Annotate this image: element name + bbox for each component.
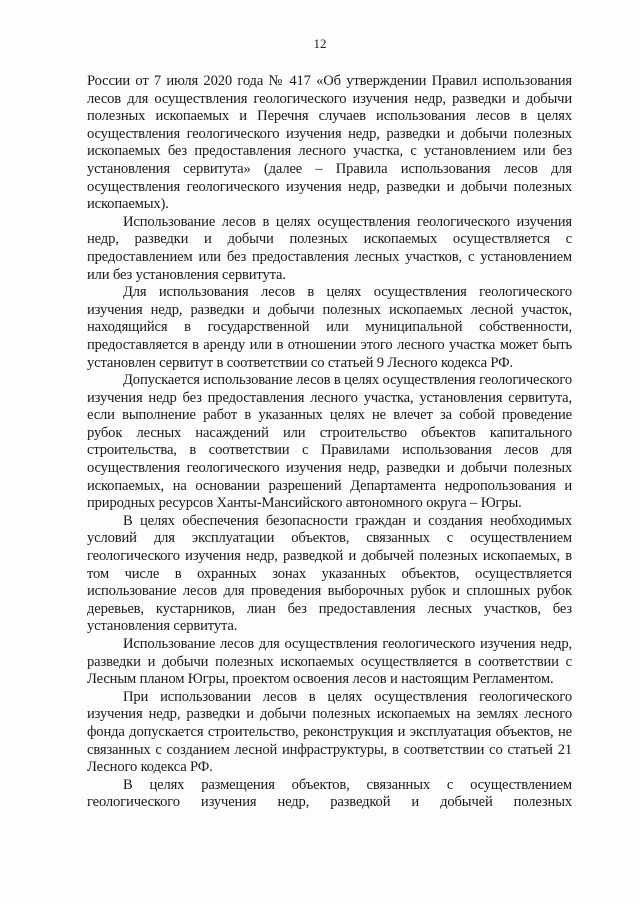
document-body xyxy=(87,73,572,812)
paragraph-continuation: России от 7 июля 2020 года № 417 «Об утверждении Правил использования лесов для осуществления геологического изучения недр, разведки и добычи полезных ископаемых и Перечня случаев использования лесов в целях осуществления геологического изучения недр, разведки и добычи полезных ископаемых без предоставления лесного участка, с установлением или без установления сервитута» (далее – Правила использования лесов для осуществления геологического изучения недр, разведки и добычи полезных ископаемых). xyxy=(87,73,572,213)
paragraph-safety-felling: В целях обеспечения безопасности граждан и создания необходимых условий для эксплуатации объектов, связанных с осуществлением геологического изучения недр, разведкой и добычей полезных ископаемых, в том числе в охранных зонах указанных объектов, осуществляется использование лесов для проведения выборочных рубок и сплошных рубок деревьев, кустарников, лиан без предоставления лесных участков, без установления сервитута. xyxy=(87,512,572,635)
page-number: 12 xyxy=(313,36,327,51)
paragraph-lease-servitude: Для использования лесов в целях осуществления геологического изучения недр, разведки и добычи полезных ископаемых лесной участок, находящийся в государственной или муниципальной собственности, предоставляется в аренду или в отношении этого лесного участка может быть установлен сервитут в соответствии со статьей 9 Лесного кодекса РФ. xyxy=(87,284,572,371)
paragraph-forest-use-methods: Использование лесов в целях осуществления геологического изучения недр, разведки и добычи полезных ископаемых осуществляется с предоставлением или без предоставления лесных участков, с установлением или без установления сервитута. xyxy=(87,213,572,283)
paragraph-forest-plan-compliance: Использование лесов для осуществления геологического изучения недр, разведки и добычи полезных ископаемых осуществляется в соответствии с Лесным планом Югры, проектом освоения лесов и настоящим Регламентом. xyxy=(87,636,572,688)
paragraph-construction: При использовании лесов в целях осуществления геологического изучения недр, разведки и добычи полезных ископаемых на землях лесного фонда допускается строительство, реконструкция и эксплуатация объектов, не связанных с созданием лесной инфраструктуры, в соответствии со статьей 21 Лесного кодекса РФ. xyxy=(87,688,572,776)
paragraph-placement-objects: В целях размещения объектов, связанных с осуществлением геологического изучения недр, разведкой и добычей полезных xyxy=(87,776,572,811)
paragraph-use-without-plot: Допускается использование лесов в целях осуществления геологического изучения недр без предоставления лесного участка, установления сервитута, если выполнение работ в указанных целях не влечет за собой проведение рубок лесных насаждений или строительство объектов капитального строительства, в соответствии с Правилами использования лесов для осуществления геологического изучения недр, разведки и добычи полезных ископаемых, на основании разрешений Департамента недропользования и природных ресурсов Ханты-Мансийского автономного округа – Югры. xyxy=(87,372,572,512)
